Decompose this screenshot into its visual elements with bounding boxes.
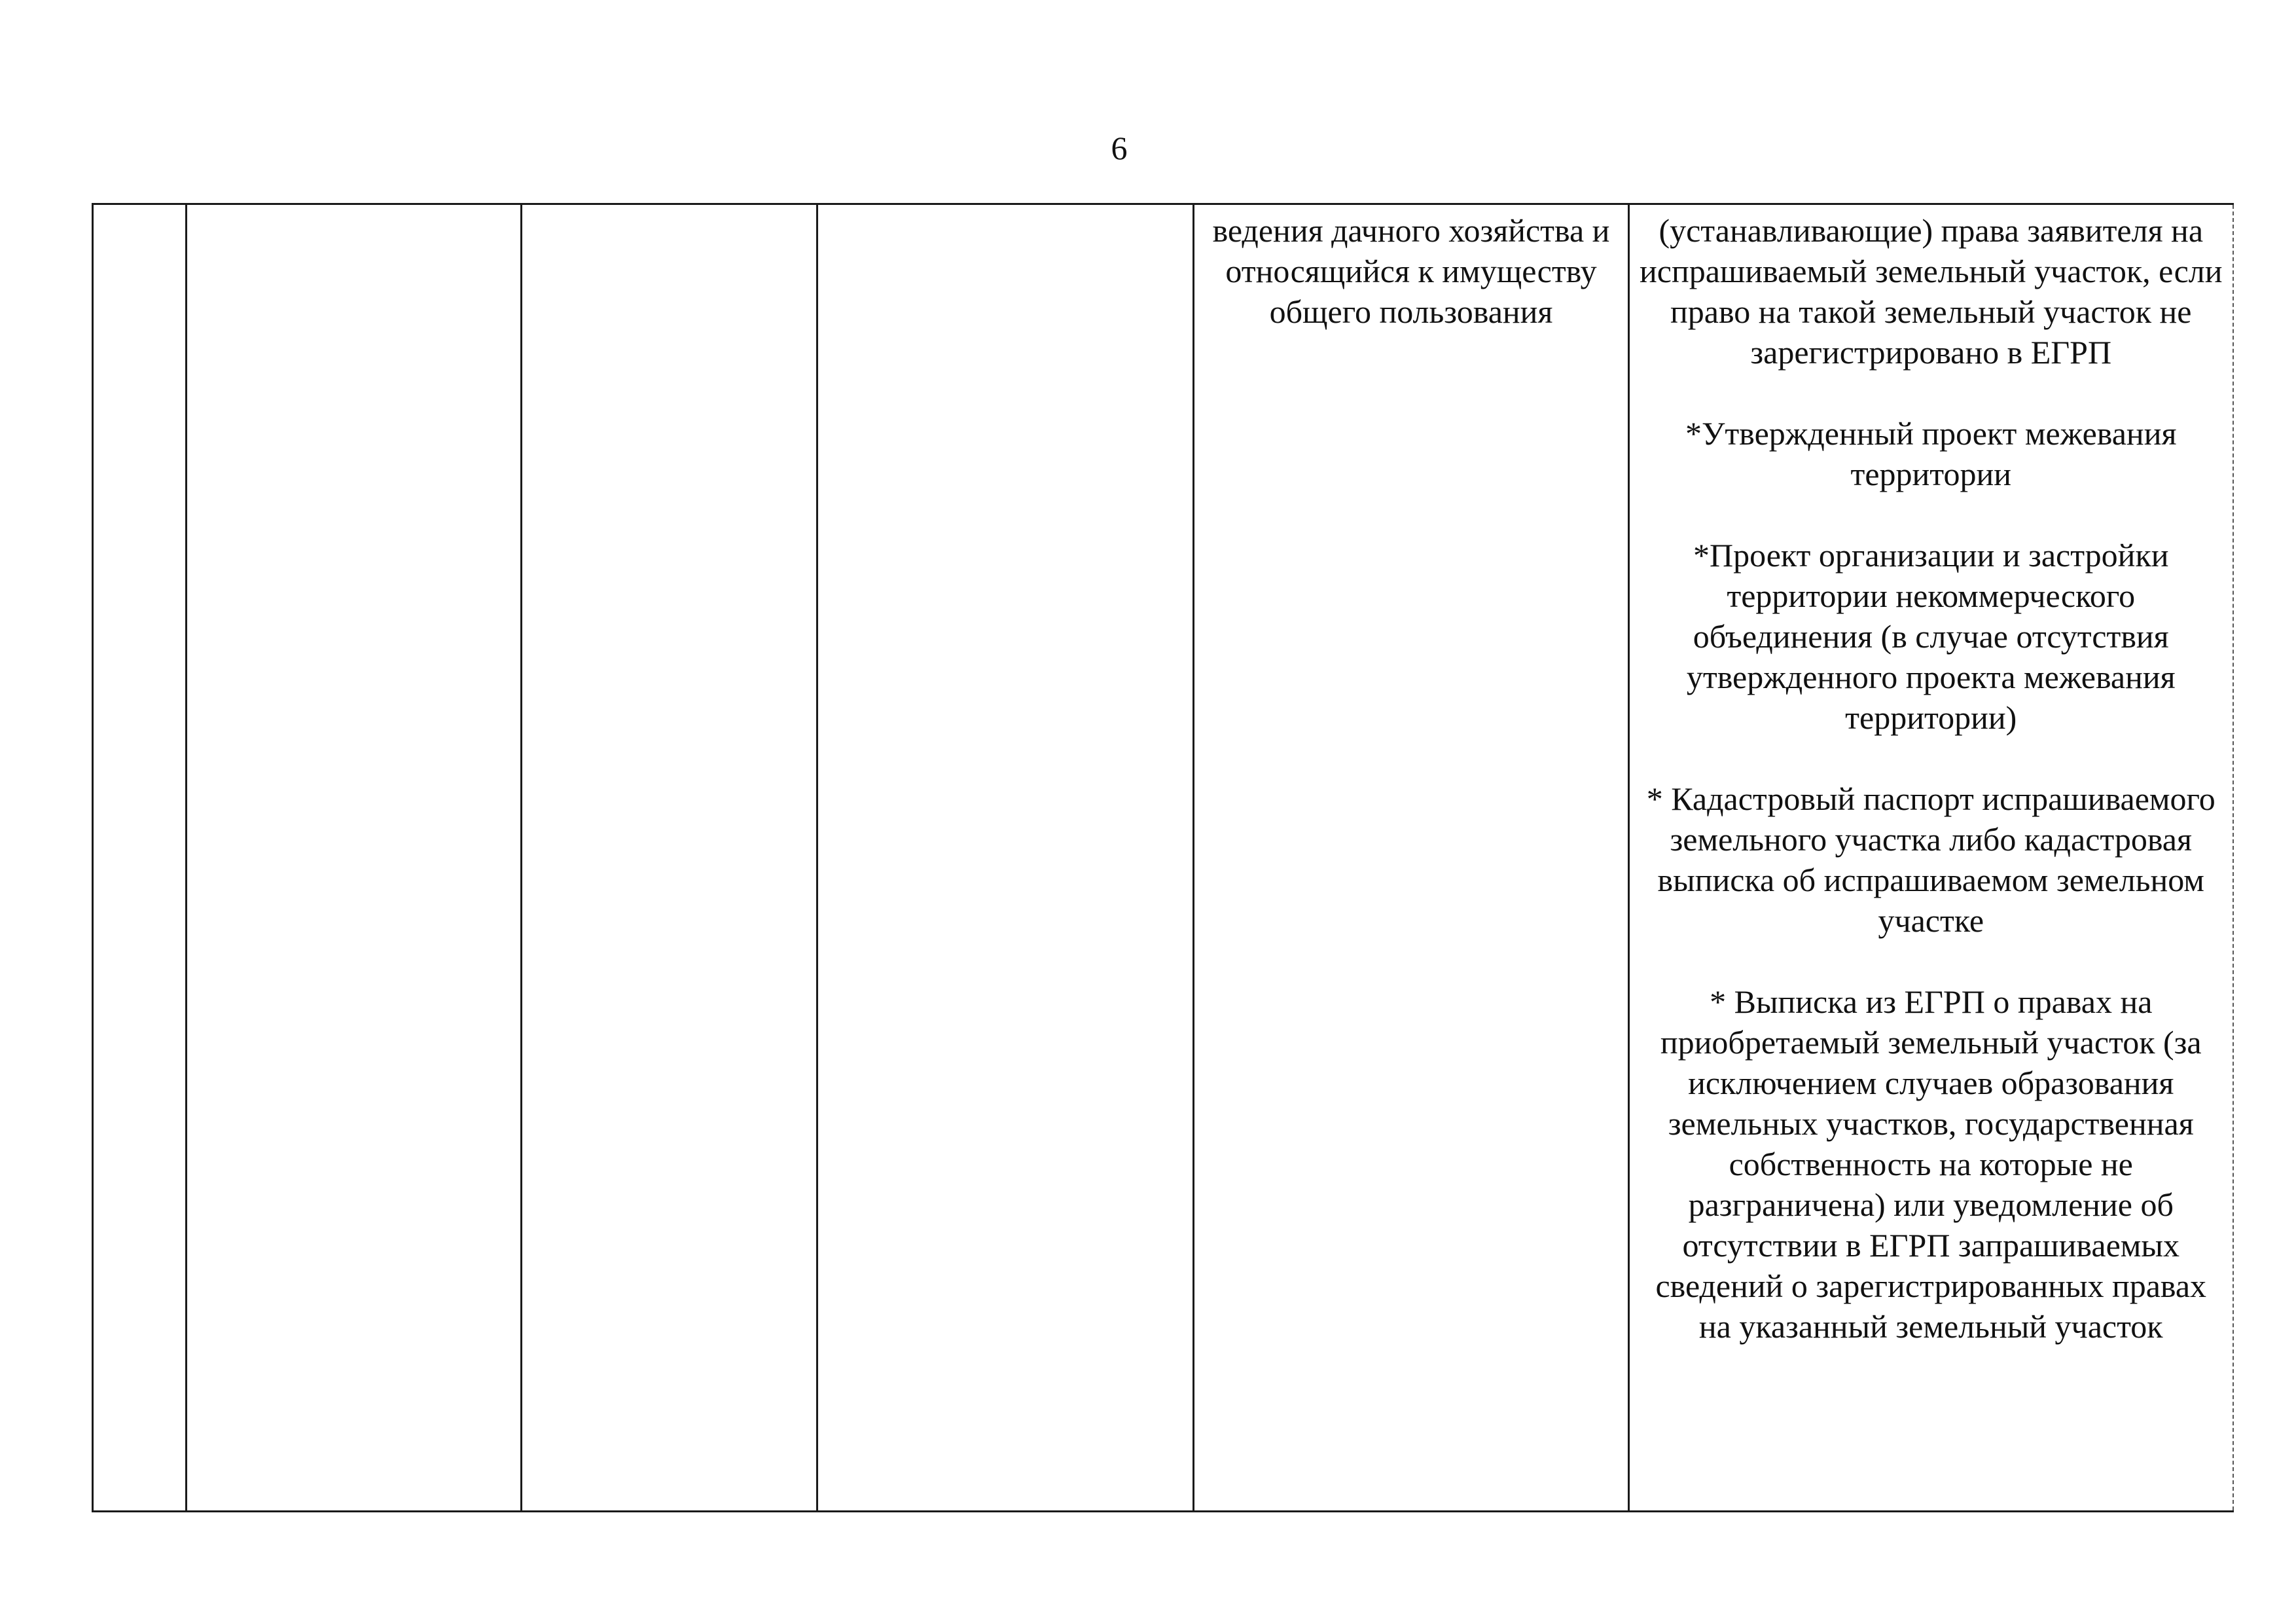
table-cell-2: [187, 204, 522, 1512]
cell-6-paragraph-2: *Утвержденный проект межевания территории: [1685, 415, 2177, 492]
page-number: 6: [1111, 130, 1128, 166]
cell-6-paragraph-5: * Выписка из ЕГРП о правах на приобретаемый земельный участок (за исключением случаев образования земельных участков, государственная собственность на которые не разграничена) или уведомление об отсутствии в ЕГРП запрашиваемых сведений о зарегистрированных правах на указанный земельный участок: [1655, 983, 2207, 1345]
cell-6-paragraph-1: (устанавливающие) права заявителя на испрашиваемый земельный участок, если право на такой земельный участок не зарегистрировано в ЕГРП: [1640, 212, 2223, 371]
table-row: [93, 204, 2233, 1512]
table-cell-3: [522, 204, 817, 1512]
cell-6-paragraph-3: *Проект организации и застройки территории некоммерческого объединения (в случае отсутствия утвержденного проекта межевания территории): [1686, 537, 2176, 736]
document-table: [92, 203, 2234, 1512]
cell-5-text: ведения дачного хозяйства и относящийся к имуществу общего пользования: [1212, 212, 1610, 330]
table-cell-4: [817, 204, 1194, 1512]
table-cell-6: [1629, 204, 2233, 1512]
table-cell-5: [1194, 204, 1629, 1512]
cell-6-paragraph-4: * Кадастровый паспорт испрашиваемого земельного участка либо кадастровая выписка об испрашиваемом земельном участке: [1646, 780, 2215, 939]
table-cell-1: [93, 204, 187, 1512]
